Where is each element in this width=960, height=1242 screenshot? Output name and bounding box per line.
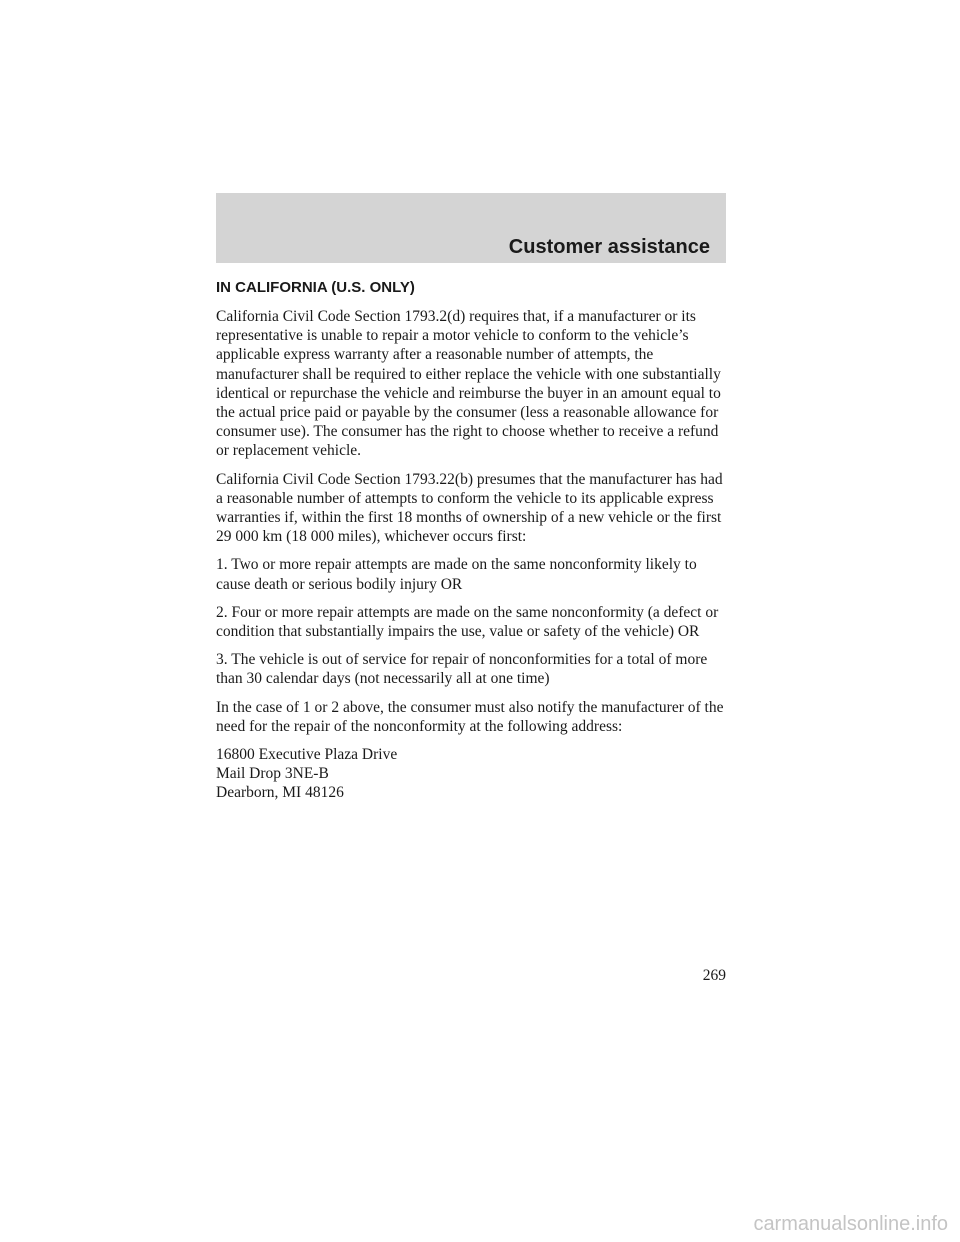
paragraph-notify-manufacturer: In the case of 1 or 2 above, the consumer must also notify the manufacturer of the need for the repair of the nonconformity at the following address: (216, 698, 724, 735)
paragraph-civil-code-1793-22: California Civil Code Section 1793.22(b) presumes that the manufacturer has had a reasonable number of attempts to conform the vehicle to its applicable express warranties if, within the first 18 months of ownership of a new vehicle or the first 29 000 km (18 000 miles), whichever occurs first: (216, 470, 723, 546)
address-line-street: 16800 Executive Plaza Drive (216, 746, 398, 764)
list-item-condition-2: 2. Four or more repair attempts are made on the same nonconformity (a defect or condition that substantially impairs the use, value or safety of the vehicle) OR (216, 603, 719, 641)
address-line-city: Dearborn, MI 48126 (216, 784, 344, 802)
watermark-text: carmanualsonline.info (753, 1213, 948, 1235)
list-item-condition-1: 1. Two or more repair attempts are made on the same nonconformity likely to cause death or serious bodily injury OR (216, 556, 697, 593)
address-line-mail-drop: Mail Drop 3NE-B (216, 765, 329, 783)
paragraph-civil-code-1793-2: California Civil Code Section 1793.2(d) requires that, if a manufacturer or its representative is unable to repair a motor vehicle to conform to the vehicle’s applicable express warranty after a reasonable number of attempts, the manufacturer shall be required to either replace the vehicle with one substantially identical or repurchase the vehicle and reimburse the buyer in an amount equal to the actual price paid or payable by the consumer (less a reasonable allowance for consumer use). The consumer has the right to choose whether to receive a refund or replacement vehicle. (216, 308, 721, 460)
subheading-california: IN CALIFORNIA (U.S. ONLY) (216, 279, 415, 296)
mailing-address (216, 745, 728, 803)
section-header-band (216, 193, 726, 263)
page-number: 269 (702, 967, 726, 984)
section-title: Customer assistance (508, 236, 710, 258)
list-item-condition-3: 3. The vehicle is out of service for repair of nonconformities for a total of more than 30 calendar days (not necessarily all at one time) (216, 651, 708, 688)
page-content (216, 278, 728, 803)
